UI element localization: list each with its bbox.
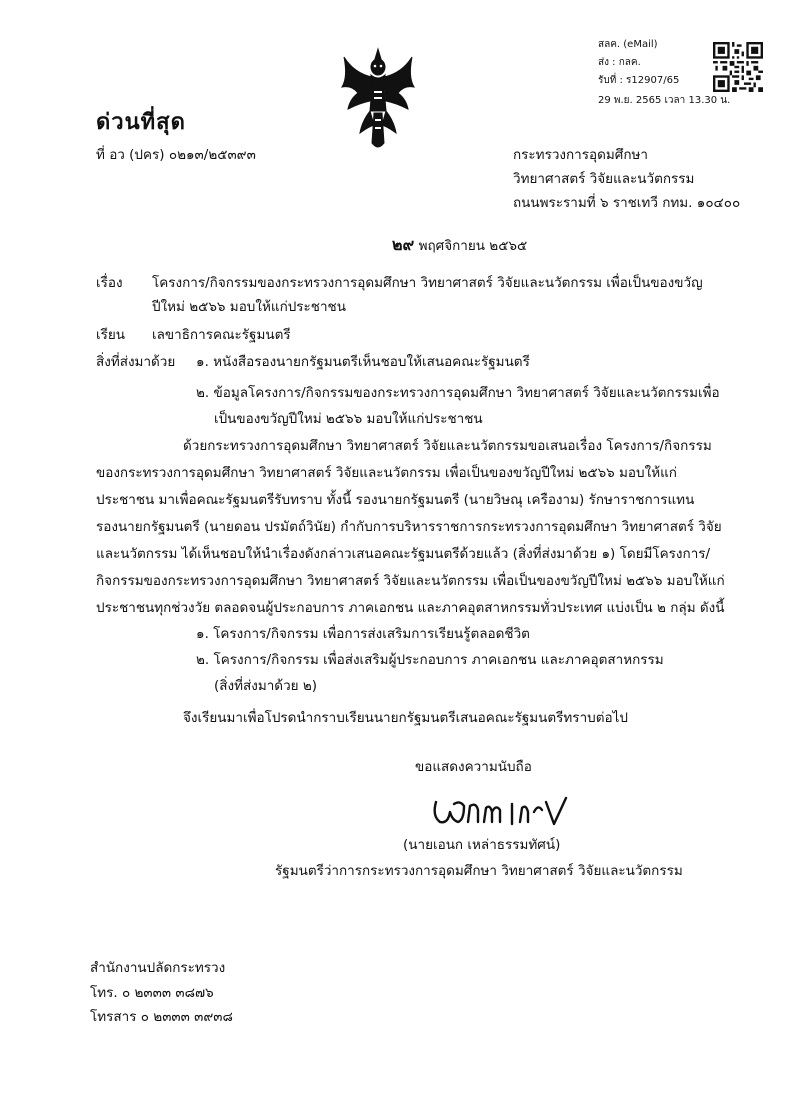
body-line-7: ประชาชนทุกช่วงวัย ตลอดจนผู้ประกอบการ ภาคเอกชน และภาคอุตสาหกรรมทั่วประเทศ แบ่งเป็น ๒ กลุ่ม ดังนี้ [96, 600, 725, 616]
handwritten-signature [430, 790, 570, 832]
closing-salutation: ขอแสดงความนับถือ [415, 759, 532, 775]
enclosure-item-2: ๒. ข้อมูลโครงการ/กิจกรรมของกระทรวงการอุดมศึกษา วิทยาศาสตร์ วิจัยและนวัตกรรมเพื่อ [196, 385, 720, 401]
footer-office: สำนักงานปลัดกระทรวง [90, 960, 226, 976]
qr-code-icon [713, 42, 763, 92]
group-item-2-cont: (สิ่งที่ส่งมาด้วย ๒) [214, 678, 318, 694]
recipient-label: เรียน [96, 327, 126, 343]
recipient-value: เลขาธิการคณะรัฐมนตรี [152, 327, 291, 343]
enclosure-item-1: ๑. หนังสือรองนายกรัฐมนตรีเห็นชอบให้เสนอคณะรัฐมนตรี [196, 354, 530, 370]
reference-number: ที่ อว (ปคร) ๐๒๑๓/๒๕๓๙๓ [96, 147, 256, 163]
body-line-5: และนวัตกรรม ได้เห็นชอบให้นำเรื่องดังกล่าวเสนอคณะรัฐมนตรีด้วยแล้ว (สิ่งที่ส่งมาด้วย ๑) โดยมีโครงการ/ [96, 546, 711, 562]
footer-fax: โทรสาร ๐ ๒๓๓๓ ๓๙๓๘ [90, 1009, 233, 1025]
body-line-4: รองนายกรัฐมนตรี (นายดอน ปรมัตถ์วินัย) กำกับการบริหารราชการกระทรวงการอุดมศึกษา วิทยาศาสตร์ วิจัย [96, 519, 722, 535]
enclosure-item-2-cont: เป็นของขวัญปีใหม่ ๒๕๖๖ มอบให้แก่ประชาชน [214, 411, 483, 427]
body-line-6: กิจกรรมของกระทรวงการอุดมศึกษา วิทยาศาสตร์ วิจัยและนวัตกรรม เพื่อเป็นของขวัญปีใหม่ ๒๕๖๖ มอบให้แก่ [96, 573, 725, 589]
urgency-stamp: ด่วนที่สุด [96, 110, 186, 135]
signatory-position: รัฐมนตรีว่าการกระทรวงการอุดมศึกษา วิทยาศาสตร์ วิจัยและนวัตกรรม [275, 863, 683, 879]
enclosures-label: สิ่งที่ส่งมาด้วย [96, 354, 176, 370]
subject-line-1: โครงการ/กิจกรรมของกระทรวงการอุดมศึกษา วิทยาศาสตร์ วิจัยและนวัตกรรม เพื่อเป็นของขวัญ [152, 275, 703, 291]
subject-line-2: ปีใหม่ ๒๕๖๖ มอบให้แก่ประชาชน [152, 299, 346, 315]
subject-label: เรื่อง [96, 275, 123, 291]
receipt-datetime: 29 พ.ย. 2565 เวลา 13.30 น. [598, 95, 731, 106]
letter-date [392, 235, 527, 256]
body-line-2: ของกระทรวงการอุดมศึกษา วิทยาศาสตร์ วิจัยและนวัตกรรม เพื่อเป็นของขวัญปีใหม่ ๒๕๖๖ มอบให้แก่ [96, 465, 677, 481]
sender-ministry-cont: วิทยาศาสตร์ วิจัยและนวัตกรรม [513, 171, 695, 187]
date-day: ๒๙ [392, 235, 415, 254]
garuda-emblem [338, 47, 418, 153]
body-line-3: ประชาชน มาเพื่อคณะรัฐมนตรีรับทราบ ทั้งนี้ รองนายกรัฐมนตรี (นายวิษณุ เครืองาม) รักษาราชการแทน [96, 492, 695, 508]
footer-tel: โทร. ๐ ๒๓๓๓ ๓๘๗๖ [90, 985, 214, 1001]
sender-ministry: กระทรวงการอุดมศึกษา [513, 147, 648, 163]
receipt-source: สลค. (eMail) [598, 39, 658, 50]
receipt-number: รับที่ : ร12907/65 [598, 75, 680, 86]
signatory-name: (นายเอนก เหล่าธรรมทัศน์) [403, 837, 561, 853]
receipt-forward: ส่ง : กลค. [598, 57, 641, 68]
date-month-year: พฤศจิกายน ๒๕๖๕ [418, 238, 528, 254]
body-line-1: ด้วยกระทรวงการอุดมศึกษา วิทยาศาสตร์ วิจัยและนวัตกรรมขอเสนอเรื่อง โครงการ/กิจกรรม [183, 438, 712, 454]
closing-request: จึงเรียนมาเพื่อโปรดนำกราบเรียนนายกรัฐมนตรีเสนอคณะรัฐมนตรีทราบต่อไป [183, 710, 628, 726]
group-item-1: ๑. โครงการ/กิจกรรม เพื่อการส่งเสริมการเรียนรู้ตลอดชีวิต [196, 626, 530, 642]
sender-address: ถนนพระรามที่ ๖ ราชเทวี กทม. ๑๐๔๐๐ [513, 195, 741, 211]
group-item-2: ๒. โครงการ/กิจกรรม เพื่อส่งเสริมผู้ประกอบการ ภาคเอกชน และภาคอุตสาหกรรม [196, 652, 664, 668]
